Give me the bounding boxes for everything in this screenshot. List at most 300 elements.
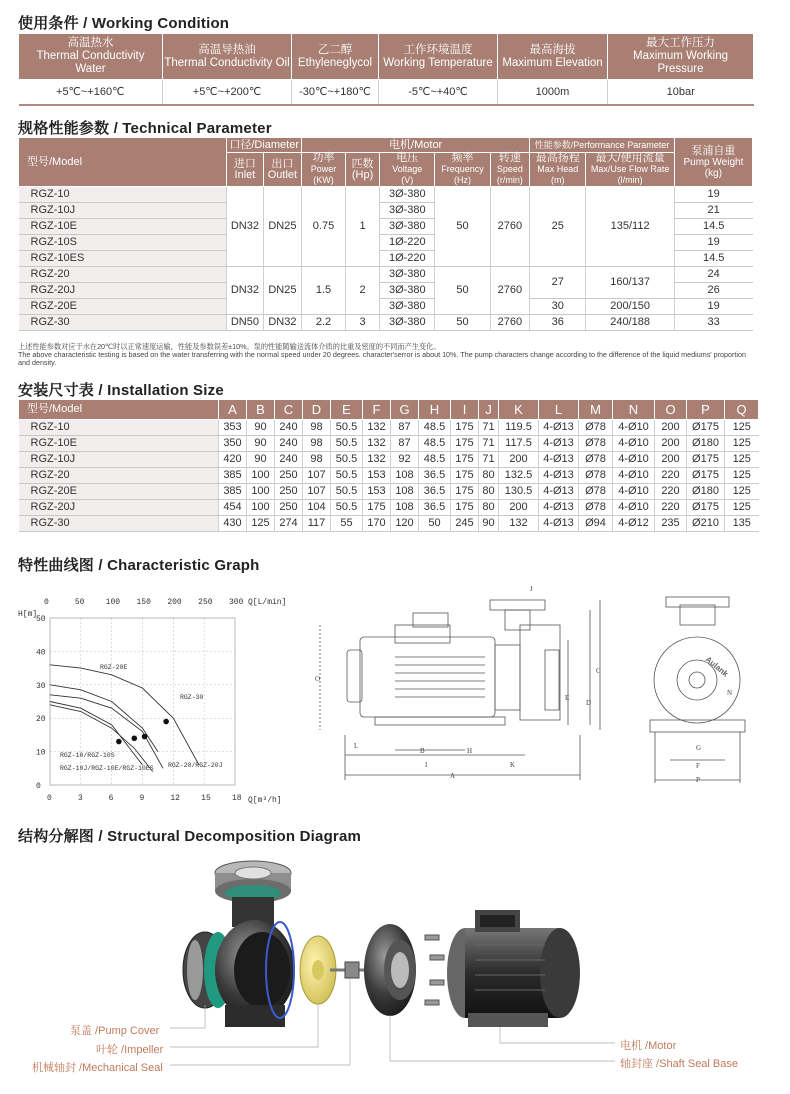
model-cell: RGZ-20 (19, 267, 227, 283)
install-value-cell: 420 (219, 452, 247, 468)
col-inlet: 进口 Inlet (227, 153, 263, 187)
install-col-m: M (579, 400, 613, 420)
curve-label: RGZ-30 (180, 694, 204, 701)
dim-letter-i: I (425, 761, 428, 769)
install-value-cell: Ø180 (687, 484, 725, 500)
voltage-cell: 1Ø-220 (380, 235, 435, 251)
installation-size-title: 安装尺寸表 / Installation Size (18, 382, 224, 399)
install-value-cell: 48.5 (419, 436, 451, 452)
g2-head-a: 27 (530, 267, 586, 299)
bolts (425, 935, 444, 1005)
install-value-cell: 92 (391, 452, 419, 468)
g1-hp: 1 (345, 187, 379, 267)
table-row (19, 436, 759, 452)
install-col-g: G (391, 400, 419, 420)
table-row (19, 299, 753, 315)
install-value-cell: 245 (451, 516, 479, 532)
install-value-cell: 50 (419, 516, 451, 532)
install-value-cell: 200 (655, 436, 687, 452)
weight-cell: 19 (674, 187, 752, 203)
dim-letter-p: P (696, 776, 700, 784)
dimension-letters (315, 585, 732, 784)
wc-value-5: 10bar (608, 80, 754, 106)
voltage-cell: 3Ø-380 (380, 219, 435, 235)
install-value-cell: Ø78 (579, 420, 613, 436)
install-value-cell: 108 (391, 500, 419, 516)
x2-tick-label: 50 (74, 598, 85, 607)
table-row (19, 452, 759, 468)
table-row (19, 516, 759, 532)
g2-outlet: DN25 (263, 267, 302, 315)
install-col-p: P (687, 400, 725, 420)
install-model-cell: RGZ-10 (19, 420, 219, 436)
install-value-cell: 132 (363, 420, 391, 436)
q-m3h-label: Q[m³/h] (248, 796, 282, 805)
model-cell: RGZ-10J (19, 203, 227, 219)
x2-tick-label: 200 (167, 598, 182, 607)
install-value-cell: 4-Ø12 (613, 516, 655, 532)
g1-freq: 50 (435, 187, 490, 267)
x2-tick-label: 250 (198, 598, 213, 607)
wc-header-4: 最高海拔 Maximum Elevation (498, 34, 608, 80)
model-cell: RGZ-10E (19, 219, 227, 235)
x-tick-label: 6 (108, 794, 114, 803)
dim-letter-j: J (530, 585, 533, 593)
model-cell: RGZ-20J (19, 283, 227, 299)
install-value-cell: 104 (303, 500, 331, 516)
dim-letter-d: D (586, 699, 592, 707)
x-tick-label: 3 (77, 794, 83, 803)
install-value-cell: 4-Ø13 (539, 452, 579, 468)
x-tick-label: 0 (47, 794, 52, 803)
weight-cell: 33 (674, 315, 752, 331)
table-row (19, 500, 759, 516)
model-cell: RGZ-20E (19, 299, 227, 315)
technical-note (18, 343, 753, 367)
dim-letter-b: B (420, 747, 425, 755)
install-value-cell: 50.5 (331, 436, 363, 452)
model-cell: RGZ-10ES (19, 251, 227, 267)
install-value-cell: 240 (275, 436, 303, 452)
g2-flow-b: 200/150 (586, 299, 675, 315)
install-value-cell: 50.5 (331, 468, 363, 484)
install-value-cell: 107 (303, 484, 331, 500)
dim-letter-l: L (354, 742, 359, 750)
x2-tick-label: 150 (136, 598, 151, 607)
install-value-cell: 98 (303, 420, 331, 436)
install-value-cell: 117.5 (499, 436, 539, 452)
col-model: 型号/Model (19, 138, 227, 187)
col-frequency: 频率 Frequency (Hz) (435, 153, 490, 187)
dim-letter-o: O (315, 675, 321, 683)
curve-label: RGZ-20E (100, 664, 128, 671)
install-value-cell: 250 (275, 468, 303, 484)
install-value-cell: 4-Ø10 (613, 500, 655, 516)
install-value-cell: 71 (479, 420, 499, 436)
dim-letter-h: H (467, 747, 473, 755)
g3-outlet: DN32 (263, 315, 302, 331)
working-condition-table (18, 33, 754, 106)
install-value-cell: 98 (303, 452, 331, 468)
weight-cell: 24 (674, 267, 752, 283)
install-value-cell: 200 (655, 420, 687, 436)
install-value-cell: 50.5 (331, 420, 363, 436)
g3-freq: 50 (435, 315, 490, 331)
g2-speed: 2760 (490, 267, 530, 315)
label-mechanical-seal: 机械轴封 /Mechanical Seal (32, 1062, 163, 1074)
g3-inlet: DN50 (227, 315, 263, 331)
y-tick-label: 50 (36, 615, 46, 624)
wc-value-1: +5℃~+200℃ (163, 80, 292, 106)
x-tick-label: 18 (232, 794, 242, 803)
technical-parameter-table (18, 137, 753, 331)
install-value-cell: Ø78 (579, 468, 613, 484)
install-value-cell: 4-Ø10 (613, 420, 655, 436)
install-value-cell: 274 (275, 516, 303, 532)
install-value-cell: Ø94 (579, 516, 613, 532)
curve-label: RGZ-10J/RGZ-10E/RGZ-10ES (60, 765, 154, 772)
install-value-cell: 36.5 (419, 468, 451, 484)
install-value-cell: 125 (725, 420, 759, 436)
table-row (19, 315, 753, 331)
g2-freq: 50 (435, 267, 490, 315)
install-value-cell: 235 (655, 516, 687, 532)
g3-hp: 3 (345, 315, 379, 331)
label-shaft-seal-base: 轴封座 /Shaft Seal Base (620, 1058, 738, 1070)
g1-power: 0.75 (302, 187, 346, 267)
install-value-cell: 80 (479, 500, 499, 516)
install-value-cell: 4-Ø13 (539, 436, 579, 452)
install-col-q: Q (725, 400, 759, 420)
weight-cell: 19 (674, 299, 752, 315)
install-value-cell: 108 (391, 484, 419, 500)
table-row (19, 187, 753, 203)
install-col-h: H (419, 400, 451, 420)
dim-letter-n: N (727, 689, 733, 697)
voltage-cell: 3Ø-380 (380, 267, 435, 283)
install-value-cell: 4-Ø10 (613, 452, 655, 468)
install-col-model: 型号/Model (19, 400, 219, 420)
install-value-cell: 175 (451, 500, 479, 516)
install-value-cell: 175 (451, 420, 479, 436)
install-model-cell: RGZ-20E (19, 484, 219, 500)
model-cell: RGZ-10 (19, 187, 227, 203)
install-value-cell: 4-Ø13 (539, 516, 579, 532)
curve-series-1 (50, 705, 153, 772)
install-value-cell: 117 (303, 516, 331, 532)
install-col-i: I (451, 400, 479, 420)
install-value-cell: 4-Ø13 (539, 420, 579, 436)
install-value-cell: 135 (725, 516, 759, 532)
dim-letter-f: F (696, 762, 700, 770)
install-value-cell: 350 (219, 436, 247, 452)
wc-value-0: +5℃~+160℃ (19, 80, 163, 106)
install-value-cell: 90 (247, 436, 275, 452)
g1-flow: 135/112 (586, 187, 675, 267)
install-value-cell: 175 (363, 500, 391, 516)
leader-pump-cover (170, 1005, 205, 1028)
label-motor: 电机 /Motor (620, 1040, 677, 1052)
install-value-cell: 125 (247, 516, 275, 532)
technical-note-en: The above characteristic testing is based on the water transferring with the normal speed under 20 degrees. character'serror is about 10%. The pump characters change according to the difference of the liquid mediums' proportion and density. (18, 350, 747, 367)
install-value-cell: 71 (479, 436, 499, 452)
install-value-cell: Ø175 (687, 420, 725, 436)
install-value-cell: 430 (219, 516, 247, 532)
x-tick-label: 12 (170, 794, 180, 803)
curve-series-4 (50, 665, 199, 765)
install-value-cell: 50.5 (331, 500, 363, 516)
brand-logo-text: Aulank (703, 654, 730, 679)
voltage-cell: 3Ø-380 (380, 283, 435, 299)
technical-note-cn: 上述性能参数对应于水在20℃时以正常速度运输，性能及参数误差±10%。泵的性能随输送流体介质的比重及密度的不同而产生变化。 (18, 342, 441, 351)
col-weight: 泵浦自重 Pump Weight (kg) (674, 138, 752, 187)
install-value-cell: 125 (725, 484, 759, 500)
model-cell: RGZ-30 (19, 315, 227, 331)
install-value-cell: 240 (275, 420, 303, 436)
install-value-cell: 175 (451, 484, 479, 500)
install-value-cell: Ø78 (579, 436, 613, 452)
wc-header-3: 工作环境温度 Working Temperature (379, 34, 498, 80)
install-value-cell: 50.5 (331, 452, 363, 468)
g3-speed: 2760 (490, 315, 530, 331)
install-value-cell: 125 (725, 468, 759, 484)
weight-cell: 19 (674, 235, 752, 251)
x2-tick-label: 300 (229, 598, 244, 607)
install-col-e: E (331, 400, 363, 420)
x-tick-label: 9 (139, 794, 145, 803)
install-value-cell: 132 (499, 516, 539, 532)
install-value-cell: 200 (655, 452, 687, 468)
y-tick-label: 30 (36, 681, 46, 691)
install-value-cell: 240 (275, 452, 303, 468)
group-diameter: 口径/Diameter (227, 138, 302, 153)
install-value-cell: Ø175 (687, 500, 725, 516)
x-tick-label: 15 (201, 794, 211, 803)
install-value-cell: 50.5 (331, 484, 363, 500)
g3-head: 36 (530, 315, 586, 331)
install-value-cell: 200 (499, 500, 539, 516)
install-col-n: N (613, 400, 655, 420)
x2-tick-label: 100 (105, 598, 121, 607)
col-max-head: 最高扬程 Max Head (m) (530, 153, 586, 187)
weight-cell: 14.5 (674, 219, 752, 235)
install-model-cell: RGZ-20J (19, 500, 219, 516)
install-value-cell: 175 (451, 452, 479, 468)
x2-tick-label: 0 (44, 598, 49, 607)
y-tick-label: 10 (36, 748, 46, 758)
g1-outlet: DN25 (263, 187, 302, 267)
characteristic-graph-title: 特性曲线图 / Characteristic Graph (18, 557, 260, 574)
install-value-cell: 100 (247, 468, 275, 484)
operating-point (142, 734, 148, 740)
install-value-cell: 130.5 (499, 484, 539, 500)
install-value-cell: 153 (363, 468, 391, 484)
install-value-cell: 4-Ø13 (539, 484, 579, 500)
voltage-cell: 3Ø-380 (380, 187, 435, 203)
structural-diagram-title: 结构分解图 / Structural Decomposition Diagram (18, 828, 362, 845)
g2-inlet: DN32 (227, 267, 263, 315)
install-value-cell: 36.5 (419, 484, 451, 500)
install-model-cell: RGZ-10E (19, 436, 219, 452)
install-value-cell: 90 (247, 452, 275, 468)
wc-value-2: -30℃~+180℃ (292, 80, 379, 106)
install-value-cell: Ø180 (687, 436, 725, 452)
outlet-flange (215, 861, 291, 927)
install-col-b: B (247, 400, 275, 420)
model-cell: RGZ-10S (19, 235, 227, 251)
install-value-cell: 132 (363, 452, 391, 468)
install-value-cell: 119.5 (499, 420, 539, 436)
install-col-o: O (655, 400, 687, 420)
install-value-cell: 4-Ø10 (613, 436, 655, 452)
col-speed: 转速 Speed (r/min) (490, 153, 530, 187)
install-col-a: A (219, 400, 247, 420)
motor (447, 910, 580, 1027)
install-value-cell: Ø78 (579, 452, 613, 468)
install-col-f: F (363, 400, 391, 420)
h-axis-label: H[m] (18, 610, 38, 619)
dim-letter-a: A (450, 772, 456, 780)
table-row (19, 267, 753, 283)
install-value-cell: Ø175 (687, 468, 725, 484)
install-value-cell: Ø78 (579, 484, 613, 500)
dim-letter-g: G (696, 744, 702, 752)
wc-value-3: -5℃~+40℃ (379, 80, 498, 106)
install-value-cell: 55 (331, 516, 363, 532)
technical-parameter-title: 规格性能参数 / Technical Parameter (18, 120, 272, 137)
g1-head: 25 (530, 187, 586, 267)
install-col-c: C (275, 400, 303, 420)
install-col-k: K (499, 400, 539, 420)
col-flow-rate: 最大/使用流量 Max/Use Flow Rate (l/min) (586, 153, 675, 187)
install-value-cell: 125 (725, 436, 759, 452)
install-value-cell: 90 (247, 420, 275, 436)
y-tick-label: 0 (36, 782, 41, 791)
label-impeller: 叶轮 /Impeller (96, 1044, 164, 1056)
install-value-cell: 220 (655, 484, 687, 500)
operating-point (131, 735, 137, 741)
install-value-cell: 170 (363, 516, 391, 532)
table-row (19, 420, 759, 436)
install-value-cell: 250 (275, 484, 303, 500)
install-value-cell: 4-Ø10 (613, 468, 655, 484)
g1-speed: 2760 (490, 187, 530, 267)
wc-header-5: 最大工作压力 Maximum Working Pressure (608, 34, 754, 80)
pump-side-elevation-drawing (320, 600, 600, 780)
install-value-cell: 36.5 (419, 500, 451, 516)
install-value-cell: 132 (363, 436, 391, 452)
install-value-cell: 4-Ø13 (539, 500, 579, 516)
install-value-cell: 175 (451, 436, 479, 452)
g2-head-b: 30 (530, 299, 586, 315)
weight-cell: 14.5 (674, 251, 752, 267)
install-value-cell: 4-Ø13 (539, 468, 579, 484)
install-value-cell: 175 (451, 468, 479, 484)
dim-letter-e: E (565, 694, 570, 702)
install-value-cell: 80 (479, 468, 499, 484)
operating-point (163, 719, 169, 725)
wc-value-4: 1000m (498, 80, 608, 106)
g2-power: 1.5 (302, 267, 346, 315)
install-value-cell: 385 (219, 484, 247, 500)
install-value-cell: 220 (655, 500, 687, 516)
table-row (19, 468, 759, 484)
install-value-cell: 125 (725, 500, 759, 516)
voltage-cell: 1Ø-220 (380, 251, 435, 267)
g3-power: 2.2 (302, 315, 346, 331)
wc-header-0: 高温热水 Thermal Conductivity Water (19, 34, 163, 80)
install-value-cell: 100 (247, 500, 275, 516)
performance-curve-chart (18, 598, 286, 805)
voltage-cell: 3Ø-380 (380, 299, 435, 315)
weight-cell: 21 (674, 203, 752, 219)
voltage-cell: 3Ø-380 (380, 315, 435, 331)
install-value-cell: 48.5 (419, 420, 451, 436)
install-col-l: L (539, 400, 579, 420)
g1-inlet: DN32 (227, 187, 263, 267)
voltage-cell: 3Ø-380 (380, 203, 435, 219)
wc-header-1: 高温导热油 Thermal Conductivity Oil (163, 34, 292, 80)
install-value-cell: 100 (247, 484, 275, 500)
install-value-cell: 108 (391, 468, 419, 484)
curve-label: RGZ-10/RGZ-10S (60, 752, 115, 759)
install-value-cell: 385 (219, 468, 247, 484)
install-value-cell: 200 (499, 452, 539, 468)
install-value-cell: 4-Ø10 (613, 484, 655, 500)
install-model-cell: RGZ-10J (19, 452, 219, 468)
install-value-cell: 153 (363, 484, 391, 500)
install-value-cell: 132.5 (499, 468, 539, 484)
install-value-cell: 220 (655, 468, 687, 484)
label-pump-cover: 泵盖 /Pump Cover (70, 1025, 160, 1037)
col-outlet: 出口 Outlet (263, 153, 302, 187)
install-value-cell: 120 (391, 516, 419, 532)
install-value-cell: 125 (725, 452, 759, 468)
leader-motor (500, 1027, 615, 1043)
install-value-cell: 353 (219, 420, 247, 436)
g2-flow-a: 160/137 (586, 267, 675, 299)
install-value-cell: 107 (303, 468, 331, 484)
install-value-cell: Ø210 (687, 516, 725, 532)
install-value-cell: 454 (219, 500, 247, 516)
install-value-cell: 90 (479, 516, 499, 532)
install-value-cell: 98 (303, 436, 331, 452)
install-col-d: D (303, 400, 331, 420)
install-value-cell: 87 (391, 436, 419, 452)
y-tick-label: 20 (36, 715, 46, 725)
col-power: 功率 Power (KW) (302, 153, 346, 187)
g2-hp: 2 (345, 267, 379, 315)
install-value-cell: 87 (391, 420, 419, 436)
dim-letter-c: C (596, 667, 601, 675)
install-value-cell: 80 (479, 484, 499, 500)
shaft-seal-base (364, 924, 416, 1016)
q-lmin-label: Q[L/min] (248, 598, 287, 607)
install-value-cell: 250 (275, 500, 303, 516)
installation-size-table (18, 399, 759, 532)
install-value-cell: Ø175 (687, 452, 725, 468)
install-value-cell: 48.5 (419, 452, 451, 468)
install-value-cell: 71 (479, 452, 499, 468)
group-motor: 电机/Motor (302, 138, 530, 153)
install-value-cell: Ø78 (579, 500, 613, 516)
characteristic-graph-area (0, 585, 790, 815)
weight-cell: 26 (674, 283, 752, 299)
operating-point (116, 739, 122, 745)
working-condition-title: 使用条件 / Working Condition (18, 15, 230, 32)
dim-letter-k: K (510, 761, 516, 769)
curve-label: RGZ-20/RGZ-20J (168, 762, 223, 769)
